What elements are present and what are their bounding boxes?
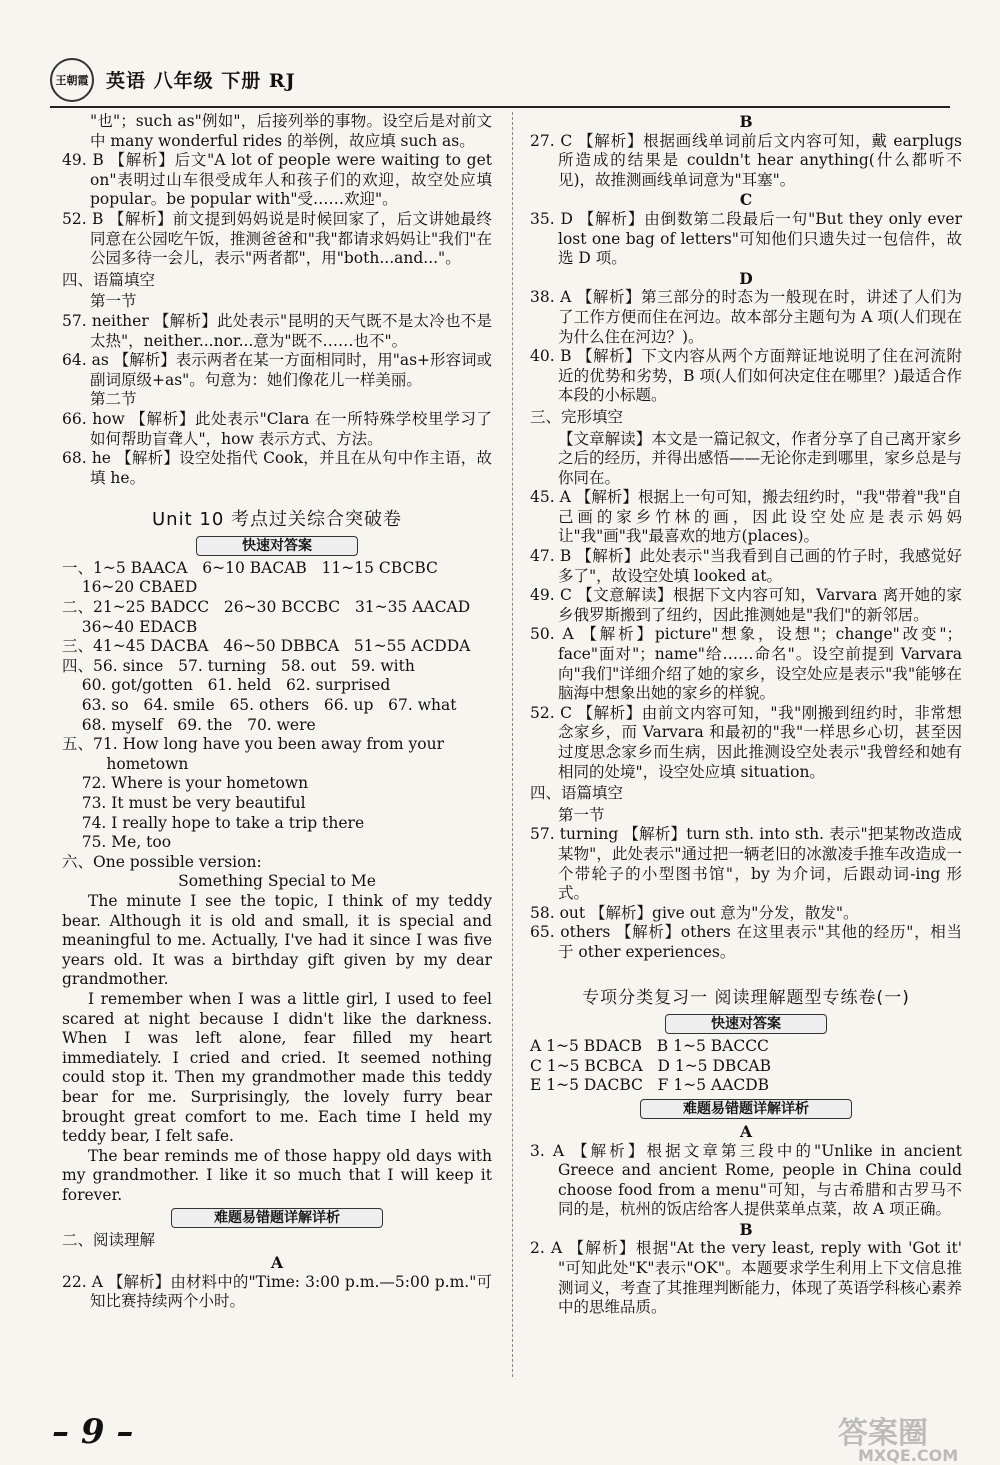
detail-badge: 难题易错题详解详析: [171, 1208, 383, 1228]
explanation-item: A: [739, 1121, 753, 1141]
essay-paragraph: The bear reminds me of those happy old days with my grandmother. I like it so much that I will keep it forever.: [62, 1146, 492, 1204]
header-title: 英语 八年级 下册 RJ: [106, 70, 296, 92]
explanation-item: 40. B 【解析】下文内容从两个方面辩证地说明了住在河流附近的优势和劣势，B 项(人们如何决定住在哪里？)最适合作本段的小标题。: [530, 347, 962, 405]
answer-row: C 1~5 BCBCA D 1~5 DBCAB: [530, 1056, 772, 1075]
watermark-logo: 答案圈: [838, 1416, 928, 1451]
answer-key: [62, 559, 492, 873]
answer-row: 二、21~25 BADCC 26~30 BCCBC 31~35 AACAD: [62, 598, 471, 617]
header-rule: [50, 106, 950, 108]
answer-row: 68. myself 69. the 70. were: [62, 715, 316, 734]
watermark-url: MXQE.COM: [858, 1446, 959, 1465]
explanation-item: 第二节: [90, 390, 137, 409]
quick-answer-badge-2: 快速对答案: [665, 1014, 827, 1034]
explanation-item: B: [739, 112, 753, 131]
explanation-item: 47. B 【解析】此处表示"当我看到自己画的竹子时，我感觉好多了"，故设空处填 looked at。: [530, 547, 962, 585]
explanation-item: 第一节: [558, 805, 605, 824]
answer-row: 60. got/gotten 61. held 62. surprised: [62, 676, 391, 695]
special-answer-key: [530, 1037, 962, 1096]
page-header: [50, 58, 950, 104]
essay-paragraph: I remember when I was a little girl, I used to feel scared at night because I didn't like the darkness. When I was left alone, fear filled my heart immediately. I cried and cried. It seemed nothing could stop it. Then my grandmother made this teddy bear for me. Surprisingly, the lovely furry bear brought great comfort to me. Each time I held my teddy bear, I felt safe.: [62, 989, 492, 1146]
explanation-item: B: [739, 1219, 753, 1239]
explanation-item: 52. B 【解析】前文提到妈妈说是时候回家了，后文讲她最终同意在公园吃午饭，推测爸爸和"我"都请求妈妈让"我们"在公园多待一会儿，表示"两者都"，用"both...and..."。: [62, 209, 492, 268]
quick-answer-badge: 快速对答案: [196, 536, 358, 556]
explanation-item: 三、完形填空: [530, 407, 624, 426]
publisher-logo: 王朝霞: [50, 58, 94, 102]
answer-row: 六、One possible version:: [62, 852, 262, 871]
explanation-item: 22. A 【解析】由材料中的"Time: 3:00 p.m.—5:00 p.m."可知比赛持续两个小时。: [62, 1272, 492, 1311]
right-column: [530, 112, 962, 1318]
explanation-item: 38. A 【解析】第三部分的时态为一般现在时，讲述了人们为了工作方便而住在河边。故本部分主题句为 A 项(人们现在为什么住在河边？)。: [530, 288, 962, 346]
explanation-item: 四、语篇填空: [530, 784, 624, 803]
answer-row: 36~40 EDACB: [62, 617, 198, 636]
answer-row: 五、71. How long have you been away from your: [62, 735, 445, 754]
explanation-item: 52. C 【解析】由前文内容可知，"我"刚搬到纽约时，非常想念家乡，而 Varvara 和最初的"我"一样思乡心切，甚至因过度思念家乡而生病，因此推测设空处表示"我曾经和她有相同的处境"，设空处应填 situation。: [530, 703, 962, 781]
explanation-item: 49. B 【解析】后文"A lot of people were waiting to get on"表明过山车很受成年人和孩子们的欢迎，故空处应填 popular。be popular with"受……欢迎"。: [62, 151, 492, 209]
column-divider: [512, 112, 513, 1377]
explanation-item: 57. neither 【解析】此处表示"昆明的天气既不是太冷也不是太热"，neither...nor...意为"既不……也不"。: [62, 311, 492, 350]
explanation-item: 65. others 【解析】others 在这里表示"其他的经历"，相当于 other experiences。: [530, 923, 962, 961]
answer-row: A 1~5 BDACB B 1~5 BACCC: [530, 1037, 769, 1056]
explanation-item: 57. turning 【解析】turn sth. into sth. 表示"把某物改造成某物"，此处表示"通过把一辆老旧的冰激凌手推车改造成一个带轮子的小型图书馆"，by 为介词，后跟动词-ing 形式。: [530, 825, 962, 903]
answer-row: 75. Me, too: [62, 833, 172, 852]
answer-row: 63. so 64. smile 65. others 66. up 67. what: [62, 696, 457, 715]
answer-row: 72. Where is your hometown: [62, 774, 309, 793]
explanation-item: 3. A 【解析】根据文章第三段中的"Unlike in ancient Greece and ancient Rome, people in China could choose food from a menu"可知，与古希腊和古罗马不同的是，杭州的饭店给客人提供菜单点菜，故 A 项正确。: [530, 1141, 962, 1219]
unit-title: Unit 10 考点过关综合突破卷: [152, 509, 402, 531]
detail-badge-2: 难题易错题详解详析: [640, 1099, 852, 1119]
explanation-item: 58. out 【解析】give out 意为"分发，散发"。: [530, 903, 859, 922]
explanation-item: D: [739, 268, 753, 288]
answer-row: 四、56. since 57. turning 58. out 59. with: [62, 656, 415, 675]
explanation-item: 66. how 【解析】此处表示"Clara 在一所特殊学校里学习了如何帮助盲聋人"，how 表示方式、方法。: [62, 409, 492, 448]
answer-row: 一、1~5 BAACA 6~10 BACAB 11~15 CBCBC: [62, 558, 438, 577]
explanation-item: 68. he 【解析】设空处指代 Cook，并且在从句中作主语，故填 he。: [62, 449, 492, 487]
explanation-item: 64. as 【解析】表示两者在某一方面相同时，用"as+形容词或副词原级+as"。句意为：她们像花儿一样美丽。: [62, 351, 493, 389]
page-number: – 9 –: [52, 1412, 134, 1452]
explanation-item: 第一节: [90, 292, 137, 311]
special-title: 专项分类复习一 阅读理解题型专练卷(一): [582, 987, 910, 1008]
explanation-item: 50. A 【解析】picture"想象，设想"；change"改变"；face"面对"；name"给……命名"。设空前提到 Varvara 向"我们"详细介绍了她的家乡，设空处应是表示"我"能够在脑海中想象出她的家乡的样貌。: [530, 625, 962, 703]
explanation-item: 27. C 【解析】根据画线单词前后文内容可知，戴 earplugs 所造成的结果是 couldn't hear anything(什么都听不见)，故推测画线单词意为"耳塞"。: [530, 131, 962, 189]
answer-row: 三、41~45 DACBA 46~50 DBBCA 51~55 ACDDA: [62, 637, 471, 656]
explanation-item: 35. D 【解析】由倒数第二段最后一句"But they only ever lost one bag of letters"可知他们只遗失过一包信件，故选 D 项。: [530, 209, 962, 268]
explanation-item: 四、语篇填空: [62, 270, 156, 289]
answer-row: 73. It must be very beautiful: [62, 794, 306, 812]
answer-row: 16~20 CBAED: [62, 578, 198, 597]
answer-row: hometown: [62, 754, 189, 773]
explanation-item: 49. C 【文意解读】根据下文内容可知，Varvara 离开她的家乡俄罗斯搬到了纽约，因此推测她是"我们"的新邻居。: [530, 586, 962, 624]
answer-row: E 1~5 DACBC F 1~5 AACDB: [530, 1076, 770, 1095]
explanation-item: A: [270, 1253, 284, 1273]
essay-title: Something Special to Me: [178, 872, 376, 891]
explanation-item: C: [739, 190, 753, 210]
explanation-item: "也"；such as"例如"，后接列举的事物。设空后是对前文中 many wonderful rides 的举例，故应填 such as。: [90, 112, 492, 150]
explanation-item: 2. A 【解析】根据"At the very least, reply with 'Got it' "可知此处"K"表示"OK"。本题要求学生利用上下文信息推测词义，考查了其推理判断能力，体现了英语学科核心素养中的思维品质。: [530, 1239, 962, 1317]
left-column: [62, 112, 492, 1312]
explanation-item: 二、阅读理解: [62, 1231, 156, 1250]
explanation-item: 【文章解读】本文是一篇记叙文，作者分享了自己离开家乡之后的经历，并得出感悟——无论你走到哪里，家乡总是与你同在。: [558, 429, 962, 487]
model-essay: [62, 872, 492, 1205]
essay-paragraph: The minute I see the topic, I think of my teddy bear. Although it is old and small, it is special and meaningful to me. Actually, I've had it since I was five years old. It was a birthday gift given by my dear grandmother.: [62, 891, 492, 989]
explanation-item: 45. A 【解析】根据上一句可知，搬去纽约时，"我"带着"我"自己画的家乡竹林的画，因此设空处应是表示妈妈让"我"画"我"最喜欢的地方(places)。: [530, 488, 962, 546]
answer-row: 74. I really hope to take a trip there: [62, 813, 365, 832]
